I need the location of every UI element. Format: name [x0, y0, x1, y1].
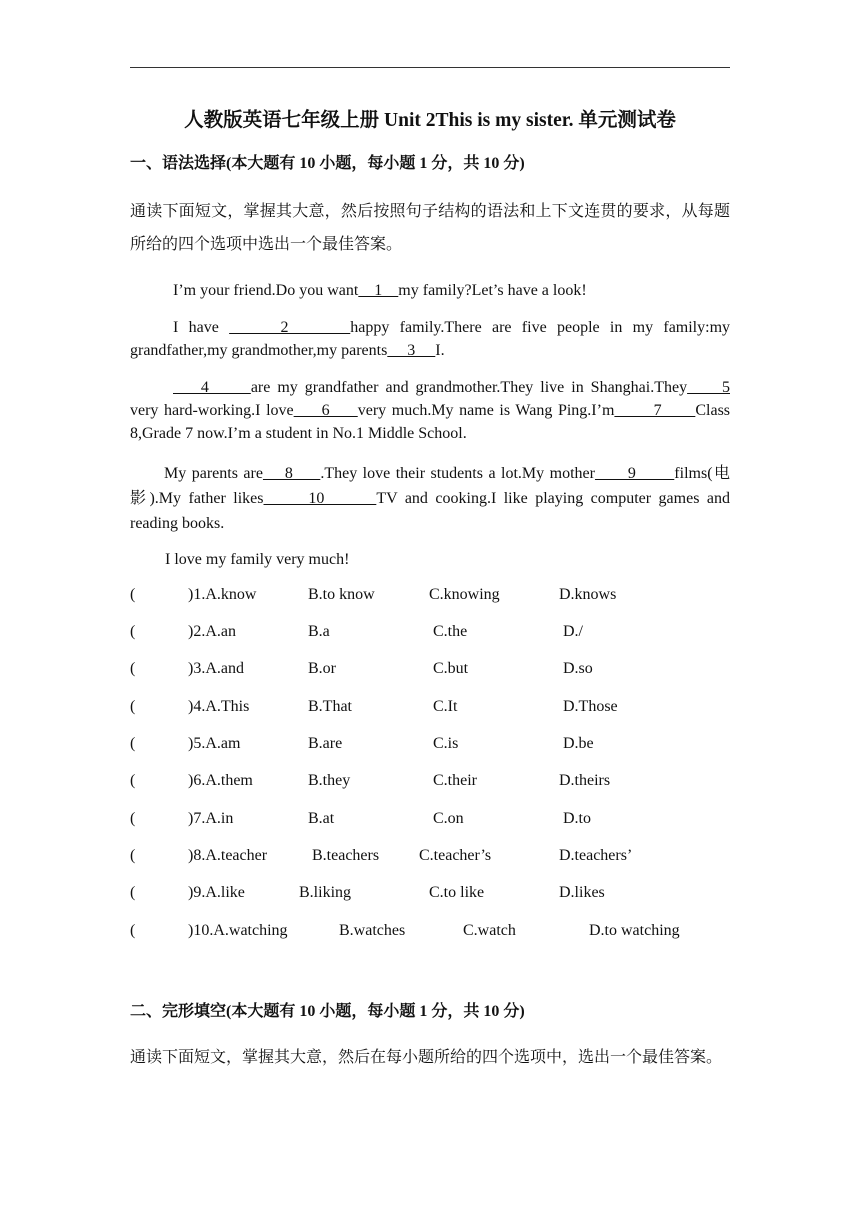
option-d: D.be: [563, 735, 594, 752]
passage-text: I.: [435, 342, 445, 359]
option-d: D.Those: [563, 698, 618, 715]
answer-paren: (: [130, 735, 136, 752]
option-b: B.watches: [339, 922, 406, 939]
answer-paren: (: [130, 772, 136, 789]
passage-paragraph-1: [173, 279, 733, 302]
option-a: )1.A.know: [188, 586, 257, 603]
option-d: D.likes: [559, 884, 605, 901]
section2-heading: 二、完形填空(本大题有 10 小题，每小题 1 分，共 10 分): [130, 1003, 525, 1020]
answer-paren: (: [130, 660, 136, 677]
option-a: )2.A.an: [188, 623, 236, 640]
blank-1: 1: [358, 282, 399, 299]
option-c: C.to like: [429, 884, 485, 901]
question-6: [130, 772, 750, 796]
answer-paren: (: [130, 922, 136, 939]
question-9: [130, 884, 750, 908]
option-a: )5.A.am: [188, 735, 241, 752]
passage-text: grandfather,my grandmother,my parents: [130, 342, 388, 359]
blank-6: 6: [293, 402, 358, 419]
question-1: [130, 586, 750, 610]
option-c: C.teacher’s: [419, 847, 492, 864]
question-2: [130, 623, 750, 647]
question-5: [130, 735, 750, 759]
option-b: B.to know: [308, 586, 375, 603]
option-c: C.on: [433, 810, 464, 827]
option-b: B.That: [308, 698, 352, 715]
blank-3: 3: [387, 342, 436, 359]
option-b: B.at: [308, 810, 335, 827]
answer-paren: (: [130, 847, 136, 864]
passage-text: I have: [173, 319, 219, 336]
passage-text: films(电: [674, 465, 731, 482]
question-8: [130, 847, 750, 871]
option-c: C.the: [433, 623, 468, 640]
option-c: C.knowing: [429, 586, 500, 603]
question-4: [130, 698, 750, 722]
blank-2: 2: [229, 319, 351, 336]
blank-8: 8: [262, 465, 321, 482]
answer-paren: (: [130, 586, 136, 603]
option-c: C.but: [433, 660, 469, 677]
option-a: )3.A.and: [188, 660, 244, 677]
passage-text: My parents are: [164, 465, 263, 482]
option-b: B.are: [308, 735, 343, 752]
option-c: C.watch: [463, 922, 516, 939]
option-a: )7.A.in: [188, 810, 234, 827]
option-d: D.to: [563, 810, 591, 827]
passage-text: happy family.There are five people in my family:my: [350, 319, 731, 336]
passage-paragraph-4: [130, 461, 730, 536]
passage-paragraph-5: I love my family very much!: [165, 551, 350, 568]
passage-text: my family?Let’s have a look!: [398, 282, 587, 299]
option-b: B.teachers: [312, 847, 380, 864]
option-a: )10.A.watching: [188, 922, 288, 939]
option-b: B.or: [308, 660, 336, 677]
option-a: )8.A.teacher: [188, 847, 268, 864]
question-10: [130, 922, 750, 946]
passage-text: TV and cooking.I like playing computer games and: [376, 490, 730, 507]
option-b: B.they: [308, 772, 351, 789]
passage-text: very much.My name is Wang Ping.I’m: [357, 402, 615, 419]
answer-paren: (: [130, 623, 136, 640]
option-d: D.to watching: [589, 922, 680, 939]
option-c: C.their: [433, 772, 477, 789]
passage-text: .They love their students a lot.My mother: [320, 465, 595, 482]
passage-text: Class: [695, 402, 731, 419]
option-d: D.knows: [559, 586, 617, 603]
page-title: 人教版英语七年级上册 Unit 2This is my sister. 单元测试卷: [184, 110, 676, 131]
passage-text: 影).My father likes: [130, 490, 264, 507]
option-d: D.so: [563, 660, 593, 677]
passage-text: I’m your friend.Do you want: [173, 282, 359, 299]
blank-9: 9: [594, 465, 675, 482]
blank-7: 7: [614, 402, 696, 419]
section2-instruction: 通读下面短文，掌握其大意，然后在每小题所给的四个选项中，选出一个最佳答案。: [130, 1049, 723, 1066]
section1-heading: 一、语法选择(本大题有 10 小题，每小题 1 分，共 10 分): [130, 155, 525, 172]
passage-text: reading books.: [130, 515, 225, 532]
option-d: D.theirs: [559, 772, 611, 789]
header-rule: [130, 67, 730, 68]
option-d: D.teachers’: [559, 847, 633, 864]
answer-paren: (: [130, 884, 136, 901]
answer-paren: (: [130, 810, 136, 827]
blank-5: 5: [687, 379, 730, 396]
question-7: [130, 810, 750, 834]
option-a: )6.A.them: [188, 772, 253, 789]
answer-paren: (: [130, 698, 136, 715]
option-b: B.a: [308, 623, 330, 640]
blank-10: 10: [263, 490, 377, 507]
section1-instruction: 通读下面短文，掌握其大意，然后按照句子结构的语法和上下文连贯的要求，从每题所给的四个选项中选出一个最佳答案。: [130, 203, 730, 253]
option-d: D./: [563, 623, 583, 640]
option-c: C.It: [433, 698, 458, 715]
passage-text: are my grandfather and grandmother.They live in Shanghai.They: [250, 379, 688, 396]
passage-paragraph-3: [130, 376, 730, 445]
option-b: B.liking: [299, 884, 352, 901]
question-3: [130, 660, 750, 684]
blank-4: 4: [173, 379, 251, 396]
option-a: )4.A.This: [188, 698, 250, 715]
passage-paragraph-2: [130, 316, 730, 362]
passage-text: very hard-working.I love: [130, 402, 294, 419]
option-a: )9.A.like: [188, 884, 245, 901]
option-c: C.is: [433, 735, 459, 752]
passage-text: 8,Grade 7 now.I’m a student in No.1 Middle School.: [130, 425, 467, 442]
